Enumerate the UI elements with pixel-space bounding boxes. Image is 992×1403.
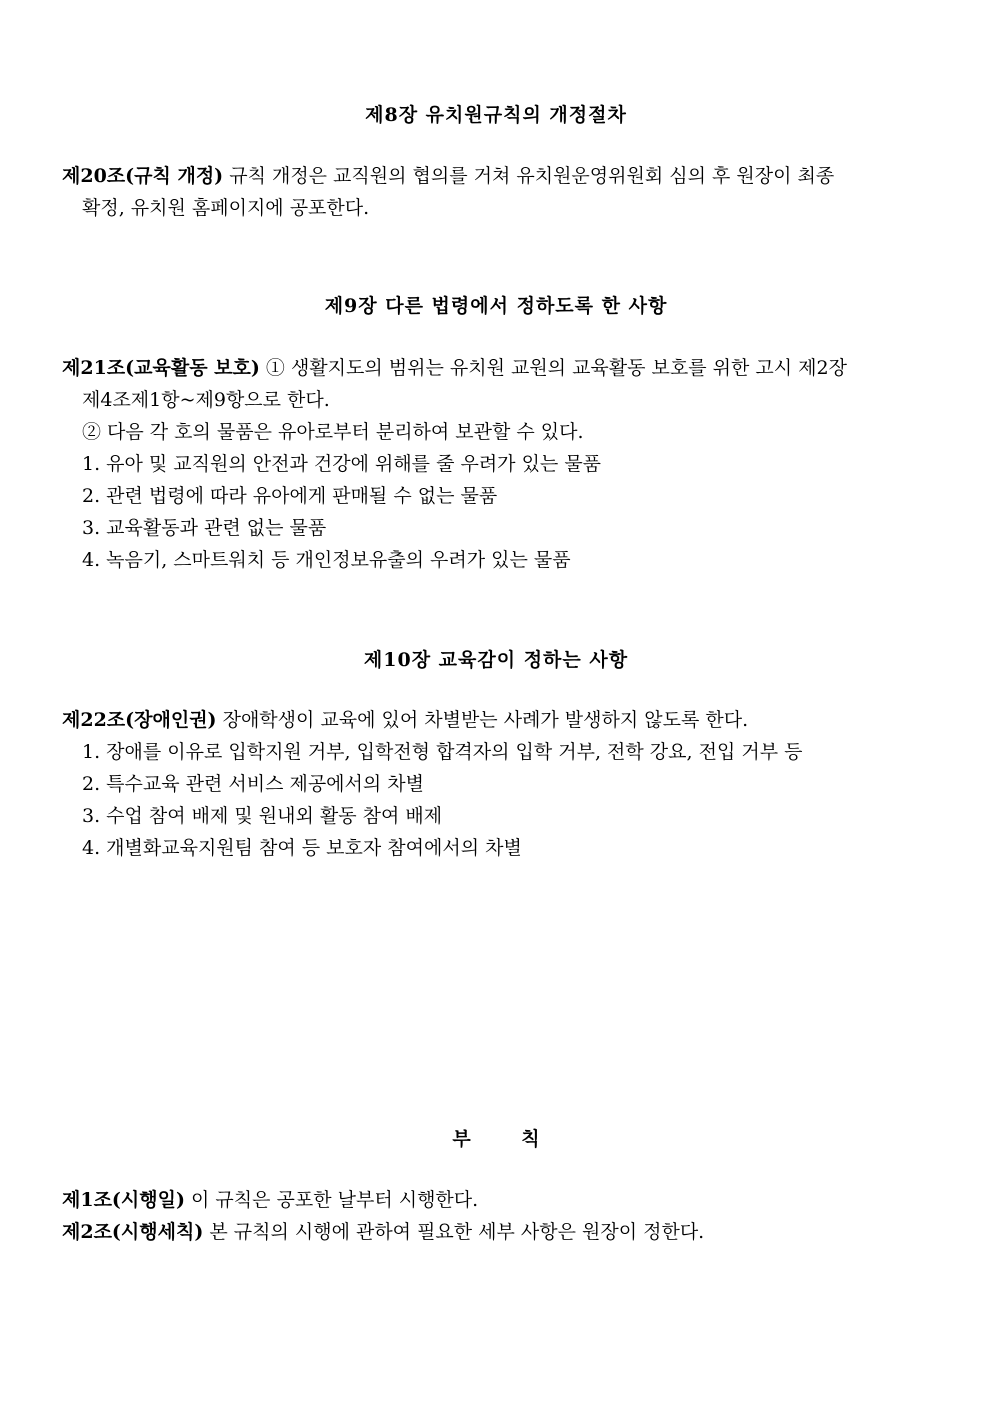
list-item: 2. 특수교육 관련 서비스 제공에서의 차별 (82, 773, 424, 795)
list-item: 4. 녹음기, 스마트워치 등 개인정보유출의 우려가 있는 물품 (82, 549, 571, 571)
article-20-title: 제20조(규칙 개정) (62, 165, 224, 187)
chapter-10-heading: 제10장 교육감이 정하는 사항 (363, 649, 629, 671)
article-20 (62, 160, 932, 224)
list-item: 1. 유아 및 교직원의 안전과 건강에 위해를 줄 우려가 있는 물품 (82, 453, 602, 475)
list-item: 2. 관련 법령에 따라 유아에게 판매될 수 없는 물품 (82, 485, 498, 507)
article-21 (62, 352, 932, 576)
chapter-8-heading: 제8장 유치원규칙의 개정절차 (365, 104, 627, 126)
list-item: 4. 개별화교육지원팀 참여 등 보호자 참여에서의 차별 (82, 837, 522, 859)
supplementary-article-1 (62, 1184, 932, 1216)
article-21-text: ① 생활지도의 범위는 유치원 교원의 교육활동 보호를 위한 고시 제2장 (259, 357, 847, 379)
article-20-continuation: 확정, 유치원 홈페이지에 공포한다. (82, 197, 370, 219)
chapter-9-heading: 제9장 다른 법령에서 정하도록 한 사항 (324, 295, 668, 317)
list-item: 3. 수업 참여 배제 및 원내외 활동 참여 배제 (82, 805, 443, 827)
article-22-text: 장애학생이 교육에 있어 차별받는 사례가 발생하지 않도록 한다. (216, 709, 749, 731)
supplementary-article-1-title: 제1조(시행일) (62, 1189, 185, 1211)
article-21-paragraph-1 (62, 352, 932, 384)
article-21-title: 제21조(교육활동 보호) (62, 357, 260, 379)
article-22 (62, 704, 932, 864)
article-21-paragraph-2: ② 다음 각 호의 물품은 유아로부터 분리하여 보관할 수 있다. (82, 421, 584, 443)
supplementary-article-1-text: 이 규칙은 공포한 날부터 시행한다. (184, 1189, 479, 1211)
article-20-paragraph (62, 160, 932, 192)
supplementary-article-2 (62, 1216, 932, 1248)
article-22-paragraph (62, 704, 932, 736)
article-20-text: 규칙 개정은 교직원의 협의를 거쳐 유치원운영위원회 심의 후 원장이 최종 (223, 165, 835, 187)
supplementary-heading: 부 칙 (452, 1128, 540, 1150)
list-item: 1. 장애를 이유로 입학지원 거부, 입학전형 합격자의 입학 거부, 전학 강요, 전입 거부 등 (82, 741, 803, 763)
supplementary-article-2-text: 본 규칙의 시행에 관하여 필요한 세부 사항은 원장이 정한다. (203, 1221, 705, 1243)
supplementary-articles (62, 1184, 932, 1248)
list-item: 3. 교육활동과 관련 없는 물품 (82, 517, 327, 539)
supplementary-article-2-title: 제2조(시행세칙) (62, 1221, 204, 1243)
article-21-continuation: 제4조제1항~제9항으로 한다. (82, 389, 330, 411)
article-22-title: 제22조(장애인권) (62, 709, 217, 731)
